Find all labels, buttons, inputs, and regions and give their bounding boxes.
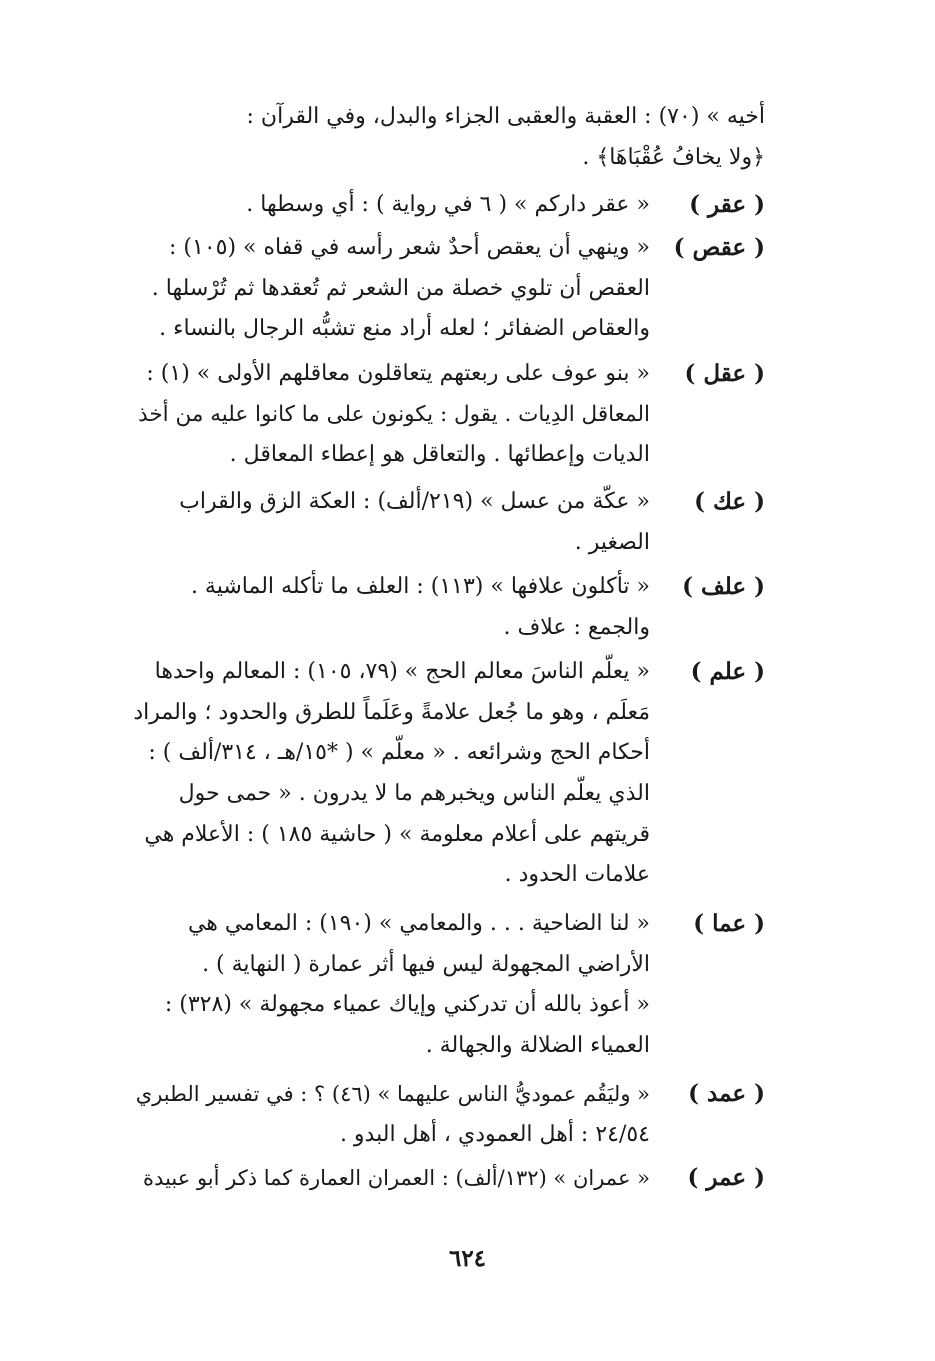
headword-label: ( عمر ) <box>687 1164 765 1191</box>
text-line: « وليَقُم عموديُّ الناس عليهما » (٤٦) ؟ : في تفسير الطبري <box>135 1082 650 1106</box>
headword-label: ( علم ) <box>690 658 765 685</box>
text-line: الأراضي المجهولة ليس فيها أثر عمارة ( النهاية ) . <box>202 951 650 977</box>
headword-label: ( عما ) <box>693 910 765 937</box>
text-line: الصغير . <box>574 529 650 555</box>
text-line: علامات الحدود . <box>504 862 650 888</box>
text-line: « لنا الضاحية . . . والمعامي » (١٩٠) : المعامي هي <box>187 911 650 936</box>
text-line: مَعلَم ، وهو ما جُعل علامةً وعَلَماً للطرق والحدود ؛ والمراد <box>133 699 650 725</box>
text-line: « وينهي أن يعقص أحدٌ شعر رأسه في قفاه » (١٠٥) : <box>169 235 650 260</box>
text-line: والعقاص الضفائر ؛ لعله أراد منع تشبُّه الرجال بالنساء . <box>159 316 650 342</box>
entry-aqr <box>133 185 650 226</box>
entry-amar <box>133 1158 650 1199</box>
text-line: الذي يعلّم الناس ويخبرهم ما لا يدرون . « حمى حول <box>178 781 650 807</box>
text-line: قريتهم على أعلام معلومة » ( حاشية ١٨٥ ) : الأعلام هي <box>144 821 650 847</box>
text-line: أخيه » (٧٠) : العقبة والعقبى الجزاء والبدل، وفي القرآن : <box>246 104 765 129</box>
entry-ama <box>133 904 650 1067</box>
text-line: العمياء الضلالة والجهالة . <box>425 1033 650 1059</box>
headword-label: ( عك ) <box>694 488 765 515</box>
entry-alaf <box>133 567 650 648</box>
text-line: العقص أن تلوي خصلة من الشعر ثم تُعقدها ثم تُرْسلها . <box>151 275 650 301</box>
headword-label: ( علف ) <box>682 573 765 600</box>
text-line: « عمران » (١٣٢/ألف) : العمران العمارة كما ذكر أبو عبيدة <box>143 1166 650 1190</box>
text-line: « أعوذ بالله أن تدركني وإياك عمياء مجهولة » (٣٢٨) : <box>164 992 650 1018</box>
text-line: ﴿ولا يخافُ عُقْبَاهَا﴾ . <box>582 144 765 170</box>
text-line: « تأكلون علافها » (١١٣) : العلف ما تأكله الماشية . <box>190 574 650 599</box>
entry-ak <box>133 482 650 563</box>
headword-label: ( عمد ) <box>688 1080 765 1107</box>
entry-aqs <box>133 228 650 350</box>
entry-amad <box>133 1074 650 1155</box>
text-line: « يعلّم الناسَ معالم الحج » (٧٩، ١٠٥) : المعالم واحدها <box>154 659 650 684</box>
entry-alam <box>133 652 650 896</box>
page-number: ٦٢٤ <box>448 1245 487 1272</box>
text-line: أحكام الحج وشرائعه . « معلّم » ( *١٥/هـ ، ٣١٤/ألف ) : <box>148 740 650 766</box>
text-line: المعاقل الدِيات . يقول : يكونون على ما كانوا عليه من أخذ <box>138 401 650 427</box>
headword-label: ( عقر ) <box>689 191 765 218</box>
entry-continuation <box>133 97 765 178</box>
text-line: « عقر داركم » ( ٦ في رواية ) : أي وسطها . <box>246 192 650 217</box>
text-line: والجمع : علاف . <box>503 614 650 640</box>
text-line: « بنو عوف على ربعتهم يتعاقلون معاقلهم الأولى » (١) : <box>146 361 650 386</box>
entry-aql <box>133 354 650 476</box>
headword-label: ( عقل ) <box>684 360 765 387</box>
text-line: الديات وإعطائها . والتعاقل هو إعطاء المعاقل . <box>229 442 650 468</box>
text-line: « عكّة من عسل » (٢١٩/ألف) : العكة الزق والقراب <box>179 489 650 514</box>
headword-label: ( عقص ) <box>673 234 765 261</box>
text-line: ٢٤/٥٤ : أهل العمودي ، أهل البدو . <box>339 1121 650 1147</box>
